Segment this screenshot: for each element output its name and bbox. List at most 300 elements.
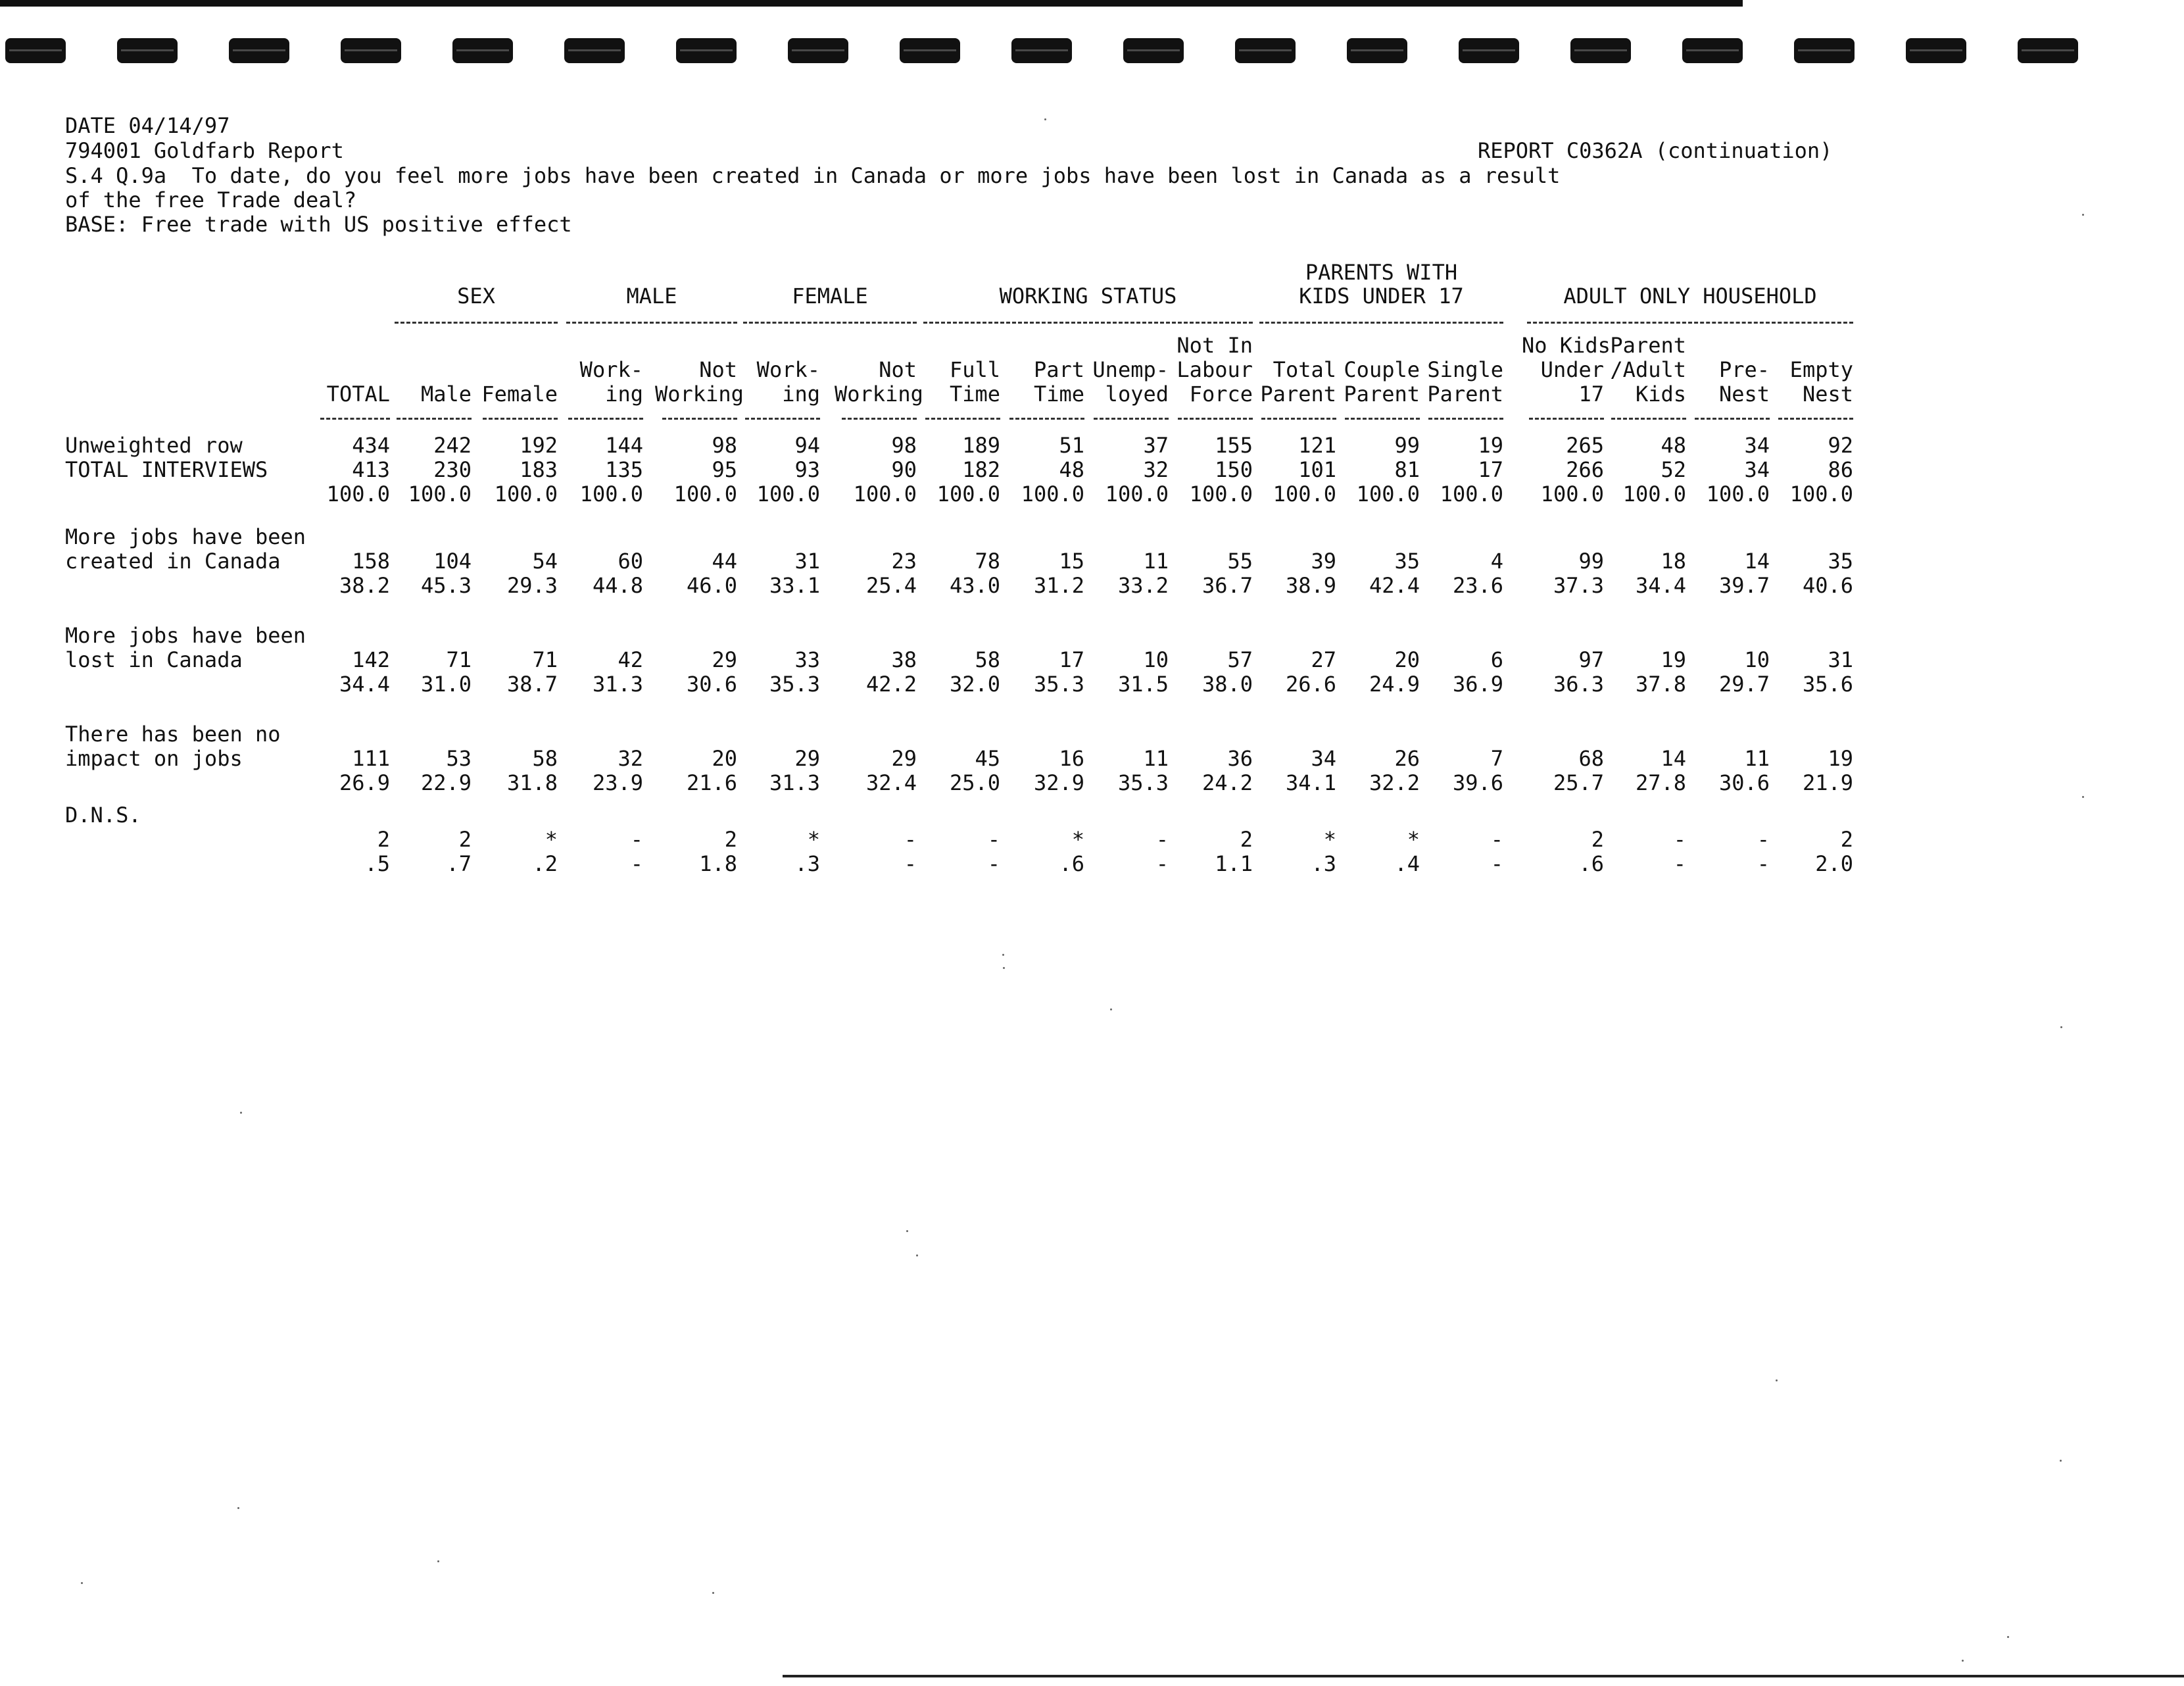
table-cell: 58 <box>975 647 1000 672</box>
table-cell: 33 <box>794 647 820 672</box>
feed-hole <box>1794 38 1855 63</box>
column-underline <box>925 418 1000 420</box>
scan-speck <box>2082 796 2084 798</box>
table-cell: - <box>630 851 643 876</box>
table-cell: 100.0 <box>494 482 558 507</box>
table-cell: 42.2 <box>865 672 917 697</box>
table-cell: 100.0 <box>756 482 820 507</box>
feed-hole <box>1570 38 1631 63</box>
column-underline <box>1428 418 1503 420</box>
table-cell: 242 <box>433 433 472 458</box>
table-cell: 135 <box>605 457 643 482</box>
table-cell: .6 <box>1059 851 1084 876</box>
scan-speck <box>81 1582 83 1584</box>
table-cell: 100.0 <box>673 482 737 507</box>
table-cell: 68 <box>1578 746 1604 771</box>
column-underline <box>1778 418 1853 420</box>
row-label: lost in Canada <box>65 647 243 672</box>
question-text-line2: of the free Trade deal? <box>65 187 357 212</box>
feed-hole <box>117 38 178 63</box>
question-text-line1: S.4 Q.9a To date, do you feel more jobs have been created in Canada or more jobs have been lost in Canada as a result <box>65 163 1561 188</box>
scan-speck <box>1044 118 1046 120</box>
scan-speck <box>712 1592 714 1594</box>
table-cell: 90 <box>891 457 917 482</box>
group-header: FEMALE <box>792 284 868 309</box>
table-cell: 78 <box>975 549 1000 574</box>
table-cell: * <box>545 827 558 852</box>
table-cell: 99 <box>1394 433 1420 458</box>
table-cell: 32.9 <box>1033 770 1084 795</box>
table-cell: 48 <box>1661 433 1686 458</box>
row-label: TOTAL INTERVIEWS <box>65 457 268 482</box>
column-header: Female <box>481 382 558 407</box>
row-label: More jobs have been <box>65 623 306 648</box>
feed-hole <box>1235 38 1296 63</box>
table-cell: 2 <box>1840 827 1853 852</box>
table-cell: 38.2 <box>339 573 390 598</box>
table-cell: 29 <box>712 647 737 672</box>
table-cell: 29 <box>891 746 917 771</box>
column-header: /Adult <box>1610 357 1686 382</box>
table-cell: 44.8 <box>592 573 643 598</box>
column-underline <box>1178 418 1253 420</box>
top-border-rule <box>0 0 1743 7</box>
table-cell: 2 <box>1591 827 1604 852</box>
table-cell: 32.0 <box>949 672 1000 697</box>
table-cell: 36.7 <box>1201 573 1253 598</box>
column-header: Pre- <box>1718 357 1770 382</box>
table-cell: 44 <box>712 549 737 574</box>
table-cell: 31 <box>794 549 820 574</box>
table-cell: 100.0 <box>936 482 1000 507</box>
table-cell: 31.3 <box>592 672 643 697</box>
table-cell: 100.0 <box>1189 482 1253 507</box>
table-cell: .3 <box>1311 851 1336 876</box>
column-underline <box>483 418 558 420</box>
table-cell: 34.4 <box>339 672 390 697</box>
column-header: Nest <box>1718 382 1770 407</box>
table-cell: 99 <box>1578 549 1604 574</box>
table-cell: 189 <box>962 433 1000 458</box>
scan-speck <box>1962 1660 1964 1662</box>
table-cell: 100.0 <box>1021 482 1084 507</box>
table-cell: 11 <box>1143 549 1169 574</box>
table-cell: 34 <box>1311 746 1336 771</box>
table-cell: 57 <box>1227 647 1253 672</box>
table-cell: 121 <box>1298 433 1336 458</box>
column-header: Parent <box>1260 382 1336 407</box>
group-header: ADULT ONLY HOUSEHOLD <box>1563 284 1817 309</box>
column-header: Empty <box>1789 357 1853 382</box>
table-cell: 32 <box>618 746 643 771</box>
table-cell: 37.3 <box>1553 573 1604 598</box>
table-cell: 11 <box>1744 746 1770 771</box>
table-cell: 54 <box>532 549 558 574</box>
table-cell: 30.6 <box>686 672 737 697</box>
feed-hole <box>564 38 625 63</box>
table-cell: 48 <box>1059 457 1084 482</box>
table-cell: 35.3 <box>1033 672 1084 697</box>
table-cell: 31.8 <box>506 770 558 795</box>
table-cell: 33.2 <box>1117 573 1169 598</box>
table-cell: 31.3 <box>769 770 820 795</box>
table-cell: 2 <box>1240 827 1253 852</box>
table-cell: 33.1 <box>769 573 820 598</box>
group-underline <box>1259 322 1503 324</box>
table-cell: 26.9 <box>339 770 390 795</box>
column-header: ing <box>782 382 820 407</box>
table-cell: 17 <box>1478 457 1503 482</box>
report-title: 794001 Goldfarb Report <box>65 138 344 163</box>
table-cell: 150 <box>1215 457 1253 482</box>
table-cell: 92 <box>1828 433 1853 458</box>
table-cell: - <box>1155 827 1169 852</box>
table-cell: .7 <box>446 851 472 876</box>
column-header: Time <box>949 382 1000 407</box>
table-cell: * <box>807 827 820 852</box>
group-underline <box>1527 322 1853 324</box>
table-cell: 2 <box>458 827 472 852</box>
bottom-border-rule <box>783 1675 2184 1677</box>
scan-speck <box>1003 967 1005 969</box>
table-cell: * <box>1407 827 1420 852</box>
table-cell: 100.0 <box>579 482 643 507</box>
table-cell: 16 <box>1059 746 1084 771</box>
table-cell: - <box>1155 851 1169 876</box>
table-cell: 71 <box>532 647 558 672</box>
table-cell: 100.0 <box>1540 482 1604 507</box>
feed-hole <box>788 38 848 63</box>
scan-speck <box>916 1254 918 1256</box>
table-cell: - <box>987 851 1000 876</box>
table-cell: 4 <box>1490 549 1503 574</box>
column-header: Single <box>1427 357 1503 382</box>
row-label: There has been no <box>65 722 281 747</box>
table-cell: 32.2 <box>1369 770 1420 795</box>
table-cell: 1.1 <box>1215 851 1253 876</box>
table-cell: 100.0 <box>1356 482 1420 507</box>
feed-hole <box>1347 38 1407 63</box>
feed-hole <box>1459 38 1519 63</box>
table-cell: 39.7 <box>1718 573 1770 598</box>
column-underline <box>1529 418 1604 420</box>
group-underline <box>395 322 558 324</box>
group-header-line1: PARENTS WITH <box>1305 260 1458 285</box>
table-cell: 14 <box>1661 746 1686 771</box>
table-cell: 39.6 <box>1452 770 1503 795</box>
table-cell: 19 <box>1478 433 1503 458</box>
column-header: TOTAL <box>326 382 390 407</box>
scan-speck <box>2082 214 2084 216</box>
table-cell: - <box>630 827 643 852</box>
table-cell: 266 <box>1566 457 1604 482</box>
table-cell: 53 <box>446 746 472 771</box>
table-cell: 100.0 <box>853 482 917 507</box>
table-cell: 40.6 <box>1802 573 1853 598</box>
table-cell: 142 <box>352 647 390 672</box>
table-cell: 100.0 <box>1789 482 1853 507</box>
row-label: D.N.S. <box>65 803 141 828</box>
table-cell: 15 <box>1059 549 1084 574</box>
tractor-feed-holes <box>0 32 2184 71</box>
table-cell: - <box>1673 827 1686 852</box>
table-cell: 21.9 <box>1802 770 1853 795</box>
row-label: created in Canada <box>65 549 281 574</box>
report-date: DATE 04/14/97 <box>65 113 230 138</box>
table-cell: 2 <box>377 827 390 852</box>
table-cell: 19 <box>1661 647 1686 672</box>
column-header: Kids <box>1635 382 1686 407</box>
report-code: REPORT C0362A (continuation) <box>1478 138 1833 163</box>
table-cell: 23.9 <box>592 770 643 795</box>
table-cell: .2 <box>532 851 558 876</box>
table-cell: 29.7 <box>1718 672 1770 697</box>
table-cell: 182 <box>962 457 1000 482</box>
base-description: BASE: Free trade with US positive effect <box>65 212 572 237</box>
table-cell: 31 <box>1828 647 1853 672</box>
table-cell: 104 <box>433 549 472 574</box>
feed-hole <box>676 38 737 63</box>
table-cell: .5 <box>364 851 390 876</box>
column-header: Couple <box>1344 357 1420 382</box>
column-header: Not In <box>1177 333 1253 358</box>
column-header: Force <box>1189 382 1253 407</box>
table-cell: 23.6 <box>1452 573 1503 598</box>
table-cell: 158 <box>352 549 390 574</box>
table-cell: 31.0 <box>420 672 472 697</box>
column-header: Parent <box>1610 333 1686 358</box>
column-header: Work- <box>579 357 643 382</box>
table-cell: 36 <box>1227 746 1253 771</box>
feed-hole <box>5 38 66 63</box>
table-cell: 30.6 <box>1718 770 1770 795</box>
table-cell: 26 <box>1394 746 1420 771</box>
table-cell: 37.8 <box>1635 672 1686 697</box>
row-label: More jobs have been <box>65 524 306 549</box>
table-cell: * <box>1323 827 1336 852</box>
table-cell: 94 <box>794 433 820 458</box>
table-cell: - <box>904 851 917 876</box>
table-cell: 36.3 <box>1553 672 1604 697</box>
table-cell: 434 <box>352 433 390 458</box>
scan-speck <box>237 1507 239 1509</box>
scan-speck <box>1776 1379 1778 1381</box>
table-cell: 100.0 <box>1622 482 1686 507</box>
table-cell: 26.6 <box>1285 672 1336 697</box>
table-cell: 29 <box>794 746 820 771</box>
table-cell: 81 <box>1394 457 1420 482</box>
table-cell: 19 <box>1828 746 1853 771</box>
scan-speck <box>1002 954 1004 956</box>
column-header: Work- <box>756 357 820 382</box>
table-cell: 2 <box>724 827 737 852</box>
table-cell: 192 <box>520 433 558 458</box>
table-cell: - <box>1490 827 1503 852</box>
table-cell: 101 <box>1298 457 1336 482</box>
row-label: Unweighted row <box>65 433 243 458</box>
column-header: 17 <box>1578 382 1604 407</box>
table-cell: 11 <box>1143 746 1169 771</box>
table-cell: 93 <box>794 457 820 482</box>
column-header: Working <box>835 382 923 407</box>
column-header: Full <box>949 357 1000 382</box>
table-cell: 111 <box>352 746 390 771</box>
table-cell: 144 <box>605 433 643 458</box>
table-cell: 45.3 <box>420 573 472 598</box>
table-cell: 31.5 <box>1117 672 1169 697</box>
column-underline <box>1695 418 1770 420</box>
group-header: MALE <box>626 284 677 309</box>
table-cell: 25.7 <box>1553 770 1604 795</box>
table-cell: 22.9 <box>420 770 472 795</box>
column-header: loyed <box>1105 382 1169 407</box>
table-cell: 27.8 <box>1635 770 1686 795</box>
table-cell: 34 <box>1744 433 1770 458</box>
column-header: Nest <box>1802 382 1853 407</box>
table-cell: 38.9 <box>1285 573 1336 598</box>
table-cell: 25.0 <box>949 770 1000 795</box>
column-underline <box>320 418 390 420</box>
feed-hole <box>452 38 513 63</box>
column-header: Not <box>879 357 917 382</box>
table-cell: 100.0 <box>1440 482 1503 507</box>
column-header: ing <box>605 382 643 407</box>
table-cell: 98 <box>891 433 917 458</box>
table-cell: - <box>1673 851 1686 876</box>
table-cell: - <box>1490 851 1503 876</box>
table-cell: 100.0 <box>1706 482 1770 507</box>
table-cell: 52 <box>1661 457 1686 482</box>
table-cell: 24.9 <box>1369 672 1420 697</box>
feed-hole <box>341 38 401 63</box>
scan-speck <box>906 1230 908 1232</box>
table-cell: .4 <box>1394 851 1420 876</box>
table-cell: - <box>987 827 1000 852</box>
table-cell: 17 <box>1059 647 1084 672</box>
table-cell: 43.0 <box>949 573 1000 598</box>
table-cell: 35 <box>1828 549 1853 574</box>
column-underline <box>397 418 472 420</box>
table-cell: 34.1 <box>1285 770 1336 795</box>
group-underline <box>743 322 917 324</box>
group-header: SEX <box>457 284 495 309</box>
table-cell: 95 <box>712 457 737 482</box>
column-underline <box>842 418 917 420</box>
table-cell: 100.0 <box>408 482 472 507</box>
column-header: Labour <box>1177 357 1253 382</box>
scan-speck <box>2007 1636 2009 1638</box>
table-cell: 29.3 <box>506 573 558 598</box>
table-cell: 34.4 <box>1635 573 1686 598</box>
table-cell: 55 <box>1227 549 1253 574</box>
table-cell: 413 <box>352 457 390 482</box>
table-cell: 32.4 <box>865 770 917 795</box>
table-cell: 51 <box>1059 433 1084 458</box>
group-underline <box>566 322 737 324</box>
table-cell: * <box>1071 827 1084 852</box>
table-cell: 20 <box>1394 647 1420 672</box>
scan-speck <box>240 1112 242 1114</box>
table-cell: 31.2 <box>1033 573 1084 598</box>
table-cell: 6 <box>1490 647 1503 672</box>
row-label: impact on jobs <box>65 746 243 771</box>
scan-speck <box>437 1560 439 1562</box>
table-cell: 265 <box>1566 433 1604 458</box>
column-underline <box>1611 418 1686 420</box>
feed-hole <box>1011 38 1072 63</box>
table-cell: 45 <box>975 746 1000 771</box>
table-cell: 23 <box>891 549 917 574</box>
table-cell: 1.8 <box>699 851 737 876</box>
column-header: No Kids <box>1522 333 1611 358</box>
table-cell: 71 <box>446 647 472 672</box>
table-cell: 14 <box>1744 549 1770 574</box>
table-cell: 21.6 <box>686 770 737 795</box>
table-cell: 35.3 <box>1117 770 1169 795</box>
table-cell: 100.0 <box>326 482 390 507</box>
table-cell: 155 <box>1215 433 1253 458</box>
scan-speck <box>2060 1460 2062 1462</box>
column-header: Time <box>1033 382 1084 407</box>
table-cell: .3 <box>794 851 820 876</box>
table-cell: 42 <box>618 647 643 672</box>
column-header: Not <box>699 357 737 382</box>
table-cell: 24.2 <box>1201 770 1253 795</box>
table-cell: 58 <box>532 746 558 771</box>
column-header: Part <box>1033 357 1084 382</box>
scan-speck <box>1110 1008 1112 1010</box>
table-cell: .6 <box>1578 851 1604 876</box>
column-header: Parent <box>1344 382 1420 407</box>
table-cell: 183 <box>520 457 558 482</box>
table-cell: 35.6 <box>1802 672 1853 697</box>
table-cell: 42.4 <box>1369 573 1420 598</box>
table-cell: 38.0 <box>1201 672 1253 697</box>
column-header: Male <box>420 382 472 407</box>
table-cell: - <box>1757 827 1770 852</box>
column-header: Under <box>1540 357 1604 382</box>
table-cell: - <box>904 827 917 852</box>
table-cell: 7 <box>1490 746 1503 771</box>
column-underline <box>662 418 737 420</box>
group-header: WORKING STATUS <box>999 284 1177 309</box>
table-cell: 18 <box>1661 549 1686 574</box>
column-header: Working <box>655 382 744 407</box>
table-cell: 10 <box>1744 647 1770 672</box>
table-cell: 35 <box>1394 549 1420 574</box>
feed-hole <box>229 38 289 63</box>
column-underline <box>1261 418 1336 420</box>
column-underline <box>1345 418 1420 420</box>
scan-speck <box>2060 1026 2062 1028</box>
table-cell: 100.0 <box>1273 482 1336 507</box>
table-cell: 38 <box>891 647 917 672</box>
group-header: KIDS UNDER 17 <box>1299 284 1464 309</box>
feed-hole <box>1906 38 1966 63</box>
column-underline <box>1009 418 1084 420</box>
table-cell: 34 <box>1744 457 1770 482</box>
feed-hole <box>1682 38 1743 63</box>
table-cell: 100.0 <box>1105 482 1169 507</box>
table-cell: 46.0 <box>686 573 737 598</box>
group-underline <box>923 322 1253 324</box>
column-header: Total <box>1273 357 1336 382</box>
feed-hole <box>900 38 960 63</box>
table-cell: 36.9 <box>1452 672 1503 697</box>
table-cell: 97 <box>1578 647 1604 672</box>
column-header: Unemp- <box>1092 357 1169 382</box>
table-cell: 10 <box>1143 647 1169 672</box>
